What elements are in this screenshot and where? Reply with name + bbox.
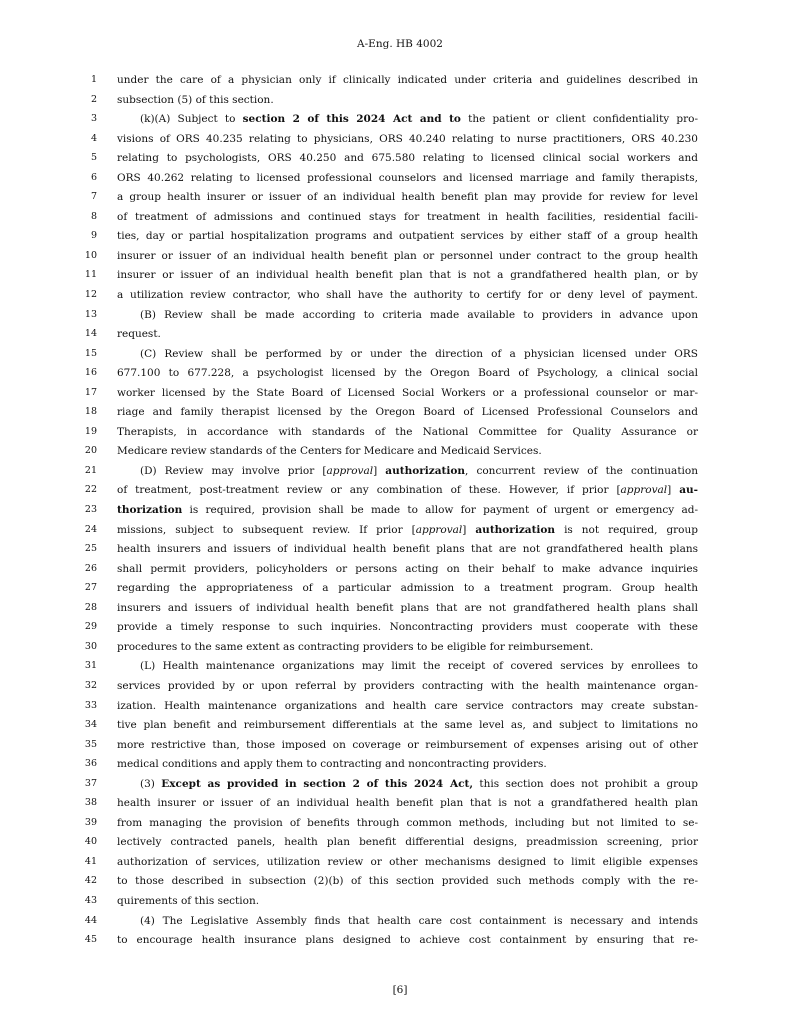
document-line [0,267,800,287]
document-line [0,932,800,952]
line-text [117,93,698,107]
text-segment: relating to psychologists, ORS 40.250 and 675.580 relating to licensed clinical social workers and [117,152,698,165]
document-line [0,561,800,581]
text-segment: under the care of a physician only if clinically indicated under criteria and guidelines described in [117,74,698,86]
document-line [0,619,800,639]
line-number: 37 [84,777,97,789]
text-segment: Medicare review standards of the Centers for Medicare and Medicaid Services. [117,445,542,458]
line-number: 41 [84,855,97,867]
line-number: 32 [84,679,97,691]
document-line [0,854,800,874]
line-text [117,659,698,673]
line-number: 14 [84,328,97,340]
line-text [117,503,698,517]
line-text [117,777,698,791]
text-segment: a utilization review contractor, who shall have the authority to certify for or deny level of payment. [117,289,698,302]
line-text [117,171,698,185]
document-line [0,522,800,542]
line-number: 34 [84,719,97,731]
line-text [117,523,698,537]
line-text [117,132,698,146]
document-line [0,580,800,600]
line-text [117,581,698,595]
line-text [117,444,698,458]
text-segment: provide a timely response to such inquiries. Noncontracting providers must cooperate with these [117,621,698,634]
document-line [0,287,800,307]
text-segment: ization. Health maintenance organizations and health care service contractors may create substan- [117,699,698,712]
line-number: 39 [84,816,97,828]
document-line [0,600,800,620]
line-text [117,542,698,556]
bold-text: authorization [385,464,465,477]
line-text [117,679,698,693]
line-text [117,483,698,497]
line-number: 10 [84,249,97,261]
line-number: 31 [84,660,97,672]
document-body [0,72,800,952]
text-segment: missions, subject to subsequent review. If prior [ [117,523,416,536]
line-text [117,894,698,908]
line-number: 11 [84,269,97,281]
document-line [0,678,800,698]
document-line [0,698,800,718]
text-segment: (3) [140,777,162,790]
text-segment: medical conditions and apply them to contracting and noncontracting providers. [117,758,547,771]
line-number: 3 [90,113,97,125]
line-number: 17 [84,386,97,398]
line-number: 42 [84,875,97,887]
line-number: 44 [84,914,97,926]
text-segment: , concurrent review of the continuation [465,464,698,477]
text-segment: services provided by or upon referral by providers contracting with the health maintenance organ- [117,679,698,692]
line-text [117,151,698,165]
line-text [117,73,698,87]
line-text [117,738,698,752]
line-number: 2 [90,93,97,105]
line-text [117,640,698,654]
line-text [117,816,698,830]
text-segment: lectively contracted panels, health plan benefit differential designs, preadmission screening, prior [117,836,698,849]
line-text [117,601,698,615]
text-segment: is not required, group [555,523,698,536]
line-text [117,190,698,204]
page-header: A-Eng. HB 4002 [357,38,443,50]
document-line [0,170,800,190]
text-segment: regarding the appropriateness of a particular admission to a treatment program. Group health [117,582,698,595]
text-segment: health insurers and issuers of individual health benefit plans that are not grandfathered health plans [117,543,698,556]
document-line [0,502,800,522]
line-number: 22 [84,484,97,496]
text-segment: ties, day or partial hospitalization programs and outpatient services by either staff of a group health [117,230,698,243]
text-segment: the patient or client confidentiality pro- [460,113,698,126]
document-line [0,913,800,933]
italic-deleted-text: approval [620,484,668,497]
document-line [0,307,800,327]
line-number: 16 [84,367,97,379]
text-segment: from managing the provision of benefits through common methods, including but not limited to se- [117,816,698,829]
text-segment: to those described in subsection (2)(b) of this section provided such methods comply with the re- [117,875,698,888]
line-number: 8 [90,210,97,222]
line-number: 6 [90,171,97,183]
line-number: 26 [84,562,97,574]
document-line [0,326,800,346]
line-text [117,933,698,947]
italic-deleted-text: approval [415,523,463,536]
document-line [0,92,800,112]
text-segment: worker licensed by the State Board of Licensed Social Workers or a professional counselor or mar- [117,386,698,399]
bold-text: Except as provided in section 2 of this 2024 Act, [161,777,473,790]
text-segment: quirements of this section. [117,894,260,907]
line-number: 27 [84,582,97,594]
italic-deleted-text: approval [326,464,374,477]
line-text [117,405,698,419]
bold-text: authorization [475,523,556,536]
document-line [0,385,800,405]
document-line [0,365,800,385]
bold-text: section 2 of this 2024 Act and to [242,113,461,126]
line-text [117,914,698,928]
document-line [0,482,800,502]
text-segment: riage and family therapist licensed by the Oregon Board of Licensed Professional Counselors and [117,406,698,419]
text-segment: (C) Review shall be performed by or under the direction of a physician licensed under ORS [140,347,698,360]
line-number: 7 [90,191,97,203]
line-text [117,229,698,243]
document-line [0,443,800,463]
document-line [0,717,800,737]
text-segment: Therapists, in accordance with standards of the National Committee for Quality Assurance or [117,425,698,438]
document-line [0,834,800,854]
line-number: 21 [84,464,97,476]
text-segment: (k)(A) Subject to [140,113,243,126]
text-segment: this section does not prohibit a group [473,777,698,790]
line-text [117,288,698,302]
line-number: 40 [84,836,97,848]
line-text [117,327,698,341]
line-number: 5 [90,152,97,164]
line-number: 45 [84,934,97,946]
line-number: 35 [84,738,97,750]
text-segment: subsection (5) of this section. [117,93,274,106]
document-line [0,658,800,678]
line-number: 1 [90,74,97,85]
line-text [117,249,698,263]
text-segment: more restrictive than, those imposed on coverage or reimbursement of expenses arising out of other [117,738,698,751]
line-number: 28 [84,601,97,613]
document-line [0,776,800,796]
text-segment: procedures to the same extent as contracting providers to be eligible for reimbursement. [117,640,594,653]
text-segment: shall permit providers, policyholders or persons acting on their behalf to make advance inquiries [117,562,698,575]
text-segment: ] [373,464,386,477]
text-segment: health insurer or issuer of an individual health benefit plan that is not a grandfathered health plan [117,797,698,810]
text-segment: is required, provision shall be made to allow for payment of urgent or emergency ad- [182,504,698,517]
bold-text: au- [679,484,698,497]
document-line [0,873,800,893]
line-text [117,874,698,888]
line-text [117,308,698,322]
line-text [117,855,698,869]
line-number: 13 [84,308,97,320]
document-line [0,209,800,229]
line-text [117,464,698,478]
text-segment: (B) Review shall be made according to criteria made available to providers in advance upon [140,308,698,321]
line-number: 36 [84,758,97,770]
line-number: 38 [84,797,97,809]
line-text [117,718,698,732]
text-segment: insurers and issuers of individual health benefit plans that are not grandfathered health plans shall [117,601,698,614]
document-line [0,639,800,659]
text-segment: of treatment of admissions and continued stays for treatment in health facilities, residential facili- [117,210,698,223]
text-segment: ORS 40.262 relating to licensed professional counselors and licensed marriage and family therapists, [117,171,698,184]
document-line [0,248,800,268]
line-text [117,796,698,810]
document-line [0,795,800,815]
text-segment: insurer or issuer of an individual health benefit plan that is not a grandfathered health plan, or by [117,269,698,282]
text-segment: (D) Review may involve prior [ [140,464,327,477]
line-number: 9 [90,230,97,242]
line-text [117,620,698,634]
document-line [0,815,800,835]
line-number: 23 [84,504,97,516]
document-line [0,893,800,913]
line-number: 15 [84,347,97,359]
text-segment: request. [117,328,161,341]
document-line [0,737,800,757]
document-line [0,404,800,424]
document-line [0,463,800,483]
document-line [0,72,800,92]
document-line [0,346,800,366]
line-text [117,699,698,713]
line-number: 33 [84,699,97,711]
line-text [117,347,698,361]
line-number: 25 [84,543,97,555]
text-segment: ] [667,484,680,497]
line-number: 24 [84,523,97,535]
line-number: 30 [84,640,97,652]
text-segment: authorization of services, utilization review or other mechanisms designed to limit eligible expenses [117,855,698,868]
line-text [117,757,698,771]
line-number: 43 [84,894,97,906]
document-line [0,150,800,170]
page-number: [6] [392,984,408,996]
bold-text: thorization [117,504,183,517]
text-segment: visions of ORS 40.235 relating to physicians, ORS 40.240 relating to nurse practitioners, ORS 40.230 [117,132,698,145]
document-line [0,541,800,561]
text-segment: (L) Health maintenance organizations may limit the receipt of covered services by enrollees to [140,660,698,673]
text-segment: (4) The Legislative Assembly finds that health care cost containment is necessary and intends [140,914,698,927]
text-segment: 677.100 to 677.228, a psychologist licensed by the Oregon Board of Psychology, a clinical social [117,367,698,380]
line-text [117,210,698,224]
document-line [0,756,800,776]
line-number: 4 [90,132,97,144]
line-text [117,386,698,400]
line-number: 20 [84,445,97,457]
line-number: 29 [84,621,97,633]
document-line [0,131,800,151]
text-segment: ] [462,523,476,536]
line-number: 12 [84,289,97,301]
line-text [117,366,698,380]
line-text [117,112,698,126]
document-line [0,228,800,248]
line-number: 19 [84,425,97,437]
line-text [117,562,698,576]
text-segment: tive plan benefit and reimbursement differentials at the same level as, and subject to limitations no [117,719,698,732]
line-text [117,268,698,282]
line-text [117,835,698,849]
document-line [0,424,800,444]
document-line [0,111,800,131]
line-number: 18 [84,406,97,418]
line-text [117,425,698,439]
text-segment: to encourage health insurance plans designed to achieve cost containment by ensuring that re- [117,934,698,947]
document-line [0,189,800,209]
text-segment: a group health insurer or issuer of an individual health benefit plan may provide for review for level [117,191,698,204]
text-segment: of treatment, post-treatment review or any combination of these. However, if prior [ [117,484,621,497]
text-segment: insurer or issuer of an individual health benefit plan or personnel under contract to the group health [117,249,698,262]
